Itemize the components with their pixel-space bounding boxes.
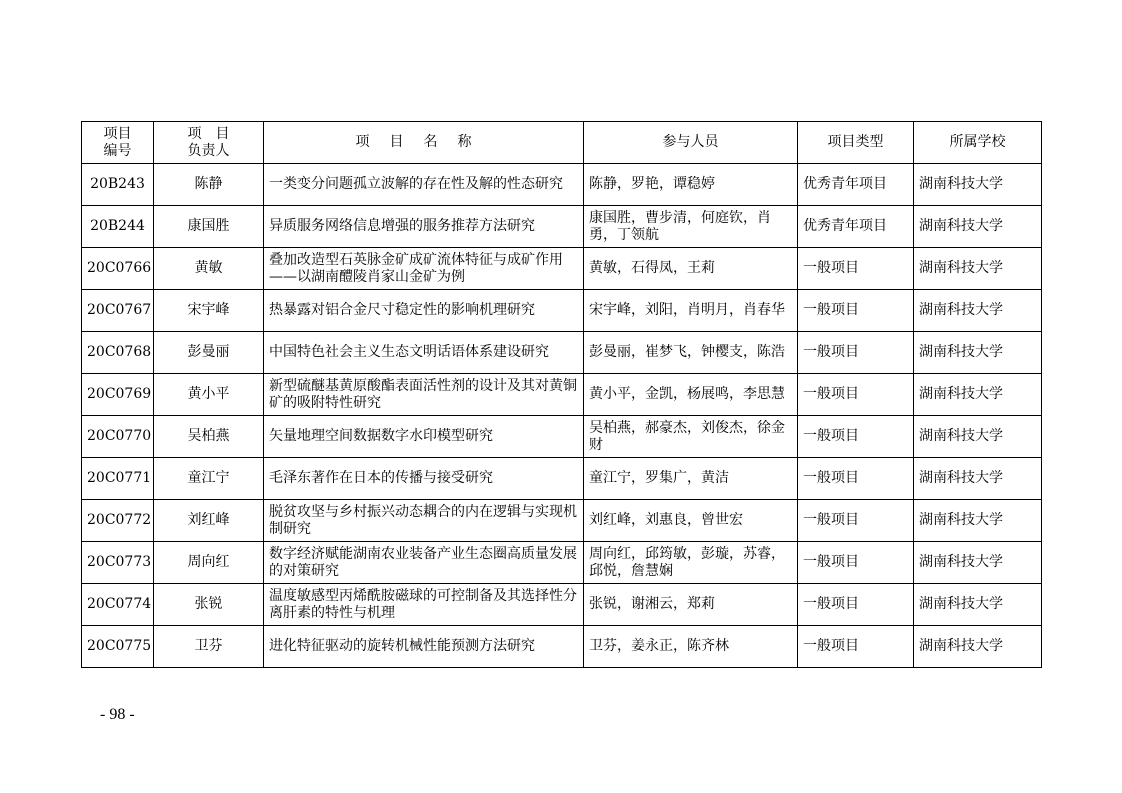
cell-school: 湖南科技大学 — [914, 500, 1042, 542]
header-members: 参与人员 — [584, 122, 798, 164]
cell-project-type: 一般项目 — [798, 248, 914, 290]
cell-members: 康国胜，曹步清，何庭钦，肖勇，丁领航 — [584, 206, 798, 248]
cell-school: 湖南科技大学 — [914, 290, 1042, 332]
cell-project-id: 20B244 — [82, 206, 154, 248]
cell-project-leader: 彭曼丽 — [154, 332, 264, 374]
table-row — [82, 164, 1042, 206]
cell-members: 宋宇峰，刘阳，肖明月，肖春华 — [584, 290, 798, 332]
cell-members: 陈静，罗艳，谭稳婷 — [584, 164, 798, 206]
table-row — [82, 206, 1042, 248]
cell-school: 湖南科技大学 — [914, 584, 1042, 626]
cell-project-leader: 黄敏 — [154, 248, 264, 290]
cell-project-type: 一般项目 — [798, 374, 914, 416]
cell-project-leader: 黄小平 — [154, 374, 264, 416]
header-project-name: 项目名称 — [264, 122, 584, 164]
cell-project-name: 脱贫攻坚与乡村振兴动态耦合的内在逻辑与实现机制研究 — [264, 500, 584, 542]
cell-project-type: 一般项目 — [798, 458, 914, 500]
header-leader-line-2: 负责人 — [187, 142, 230, 159]
cell-project-name: 毛泽东著作在日本的传播与接受研究 — [264, 458, 584, 500]
header-row — [82, 122, 1042, 164]
cell-project-id: 20C0773 — [82, 542, 154, 584]
cell-project-id: 20C0767 — [82, 290, 154, 332]
cell-members: 卫芬，姜永正，陈齐林 — [584, 626, 798, 668]
project-table — [81, 121, 1042, 668]
cell-project-leader: 童江宁 — [154, 458, 264, 500]
table-row — [82, 626, 1042, 668]
cell-school: 湖南科技大学 — [914, 416, 1042, 458]
cell-school: 湖南科技大学 — [914, 332, 1042, 374]
header-leader — [154, 122, 264, 164]
cell-project-id: 20C0769 — [82, 374, 154, 416]
table-row — [82, 542, 1042, 584]
cell-members: 吴柏燕，郝豪杰，刘俊杰，徐金财 — [584, 416, 798, 458]
table-body — [82, 164, 1042, 668]
cell-project-id: 20C0766 — [82, 248, 154, 290]
cell-school: 湖南科技大学 — [914, 374, 1042, 416]
cell-project-name: 一类变分问题孤立波解的存在性及解的性态研究 — [264, 164, 584, 206]
cell-project-name: 数字经济赋能湖南农业装备产业生态圈高质量发展的对策研究 — [264, 542, 584, 584]
cell-members: 彭曼丽，崔梦飞，钟樱支，陈浩 — [584, 332, 798, 374]
cell-project-id: 20B243 — [82, 164, 154, 206]
header-type: 项目类型 — [798, 122, 914, 164]
header-id-line-2: 编号 — [103, 142, 132, 159]
cell-school: 湖南科技大学 — [914, 206, 1042, 248]
cell-project-name: 进化特征驱动的旋转机械性能预测方法研究 — [264, 626, 584, 668]
cell-project-type: 一般项目 — [798, 500, 914, 542]
cell-project-leader: 康国胜 — [154, 206, 264, 248]
cell-project-type: 一般项目 — [798, 626, 914, 668]
table-row — [82, 332, 1042, 374]
cell-project-type: 一般项目 — [798, 542, 914, 584]
cell-project-leader: 吴柏燕 — [154, 416, 264, 458]
cell-project-id: 20C0771 — [82, 458, 154, 500]
cell-project-leader: 宋宇峰 — [154, 290, 264, 332]
cell-project-id: 20C0775 — [82, 626, 154, 668]
cell-members: 黄小平，金凯，杨展鸣，李思慧 — [584, 374, 798, 416]
cell-project-name: 新型硫醚基黄原酸酯表面活性剂的设计及其对黄铜矿的吸附特性研究 — [264, 374, 584, 416]
cell-project-type: 一般项目 — [798, 290, 914, 332]
cell-project-type: 一般项目 — [798, 416, 914, 458]
cell-members: 黄敏，石得凤，王莉 — [584, 248, 798, 290]
table-row — [82, 500, 1042, 542]
header-id — [82, 122, 154, 164]
cell-project-id: 20C0770 — [82, 416, 154, 458]
cell-project-leader: 卫芬 — [154, 626, 264, 668]
cell-project-leader: 陈静 — [154, 164, 264, 206]
cell-project-name: 热暴露对铝合金尺寸稳定性的影响机理研究 — [264, 290, 584, 332]
cell-project-name: 叠加改造型石英脉金矿成矿流体特征与成矿作用——以湖南醴陵肖家山金矿为例 — [264, 248, 584, 290]
table-row — [82, 248, 1042, 290]
cell-project-leader: 周向红 — [154, 542, 264, 584]
cell-project-type: 一般项目 — [798, 584, 914, 626]
table-row — [82, 584, 1042, 626]
cell-project-id: 20C0774 — [82, 584, 154, 626]
header-id-line-1: 项目 — [103, 125, 132, 142]
cell-project-leader: 张锐 — [154, 584, 264, 626]
cell-school: 湖南科技大学 — [914, 164, 1042, 206]
cell-project-name: 中国特色社会主义生态文明话语体系建设研究 — [264, 332, 584, 374]
cell-project-type: 优秀青年项目 — [798, 164, 914, 206]
cell-school: 湖南科技大学 — [914, 542, 1042, 584]
cell-members: 周向红，邱筠敏，彭璇，苏睿，邱悦，詹慧娴 — [584, 542, 798, 584]
cell-project-leader: 刘红峰 — [154, 500, 264, 542]
header-school: 所属学校 — [914, 122, 1042, 164]
table-row — [82, 290, 1042, 332]
cell-project-type: 一般项目 — [798, 332, 914, 374]
cell-school: 湖南科技大学 — [914, 458, 1042, 500]
header-leader-line-1: 项 目 — [187, 125, 230, 142]
cell-school: 湖南科技大学 — [914, 626, 1042, 668]
table-row — [82, 416, 1042, 458]
table-row — [82, 458, 1042, 500]
cell-members: 童江宁，罗集广，黄洁 — [584, 458, 798, 500]
cell-project-name: 温度敏感型丙烯酰胺磁球的可控制备及其选择性分离肝素的特性与机理 — [264, 584, 584, 626]
cell-members: 刘红峰，刘惠良，曾世宏 — [584, 500, 798, 542]
cell-project-name: 矢量地理空间数据数字水印模型研究 — [264, 416, 584, 458]
cell-project-name: 异质服务网络信息增强的服务推荐方法研究 — [264, 206, 584, 248]
cell-project-type: 优秀青年项目 — [798, 206, 914, 248]
cell-project-id: 20C0768 — [82, 332, 154, 374]
page-number: - 98 - — [100, 706, 135, 723]
cell-project-id: 20C0772 — [82, 500, 154, 542]
cell-members: 张锐，谢湘云，郑莉 — [584, 584, 798, 626]
cell-school: 湖南科技大学 — [914, 248, 1042, 290]
table-row — [82, 374, 1042, 416]
